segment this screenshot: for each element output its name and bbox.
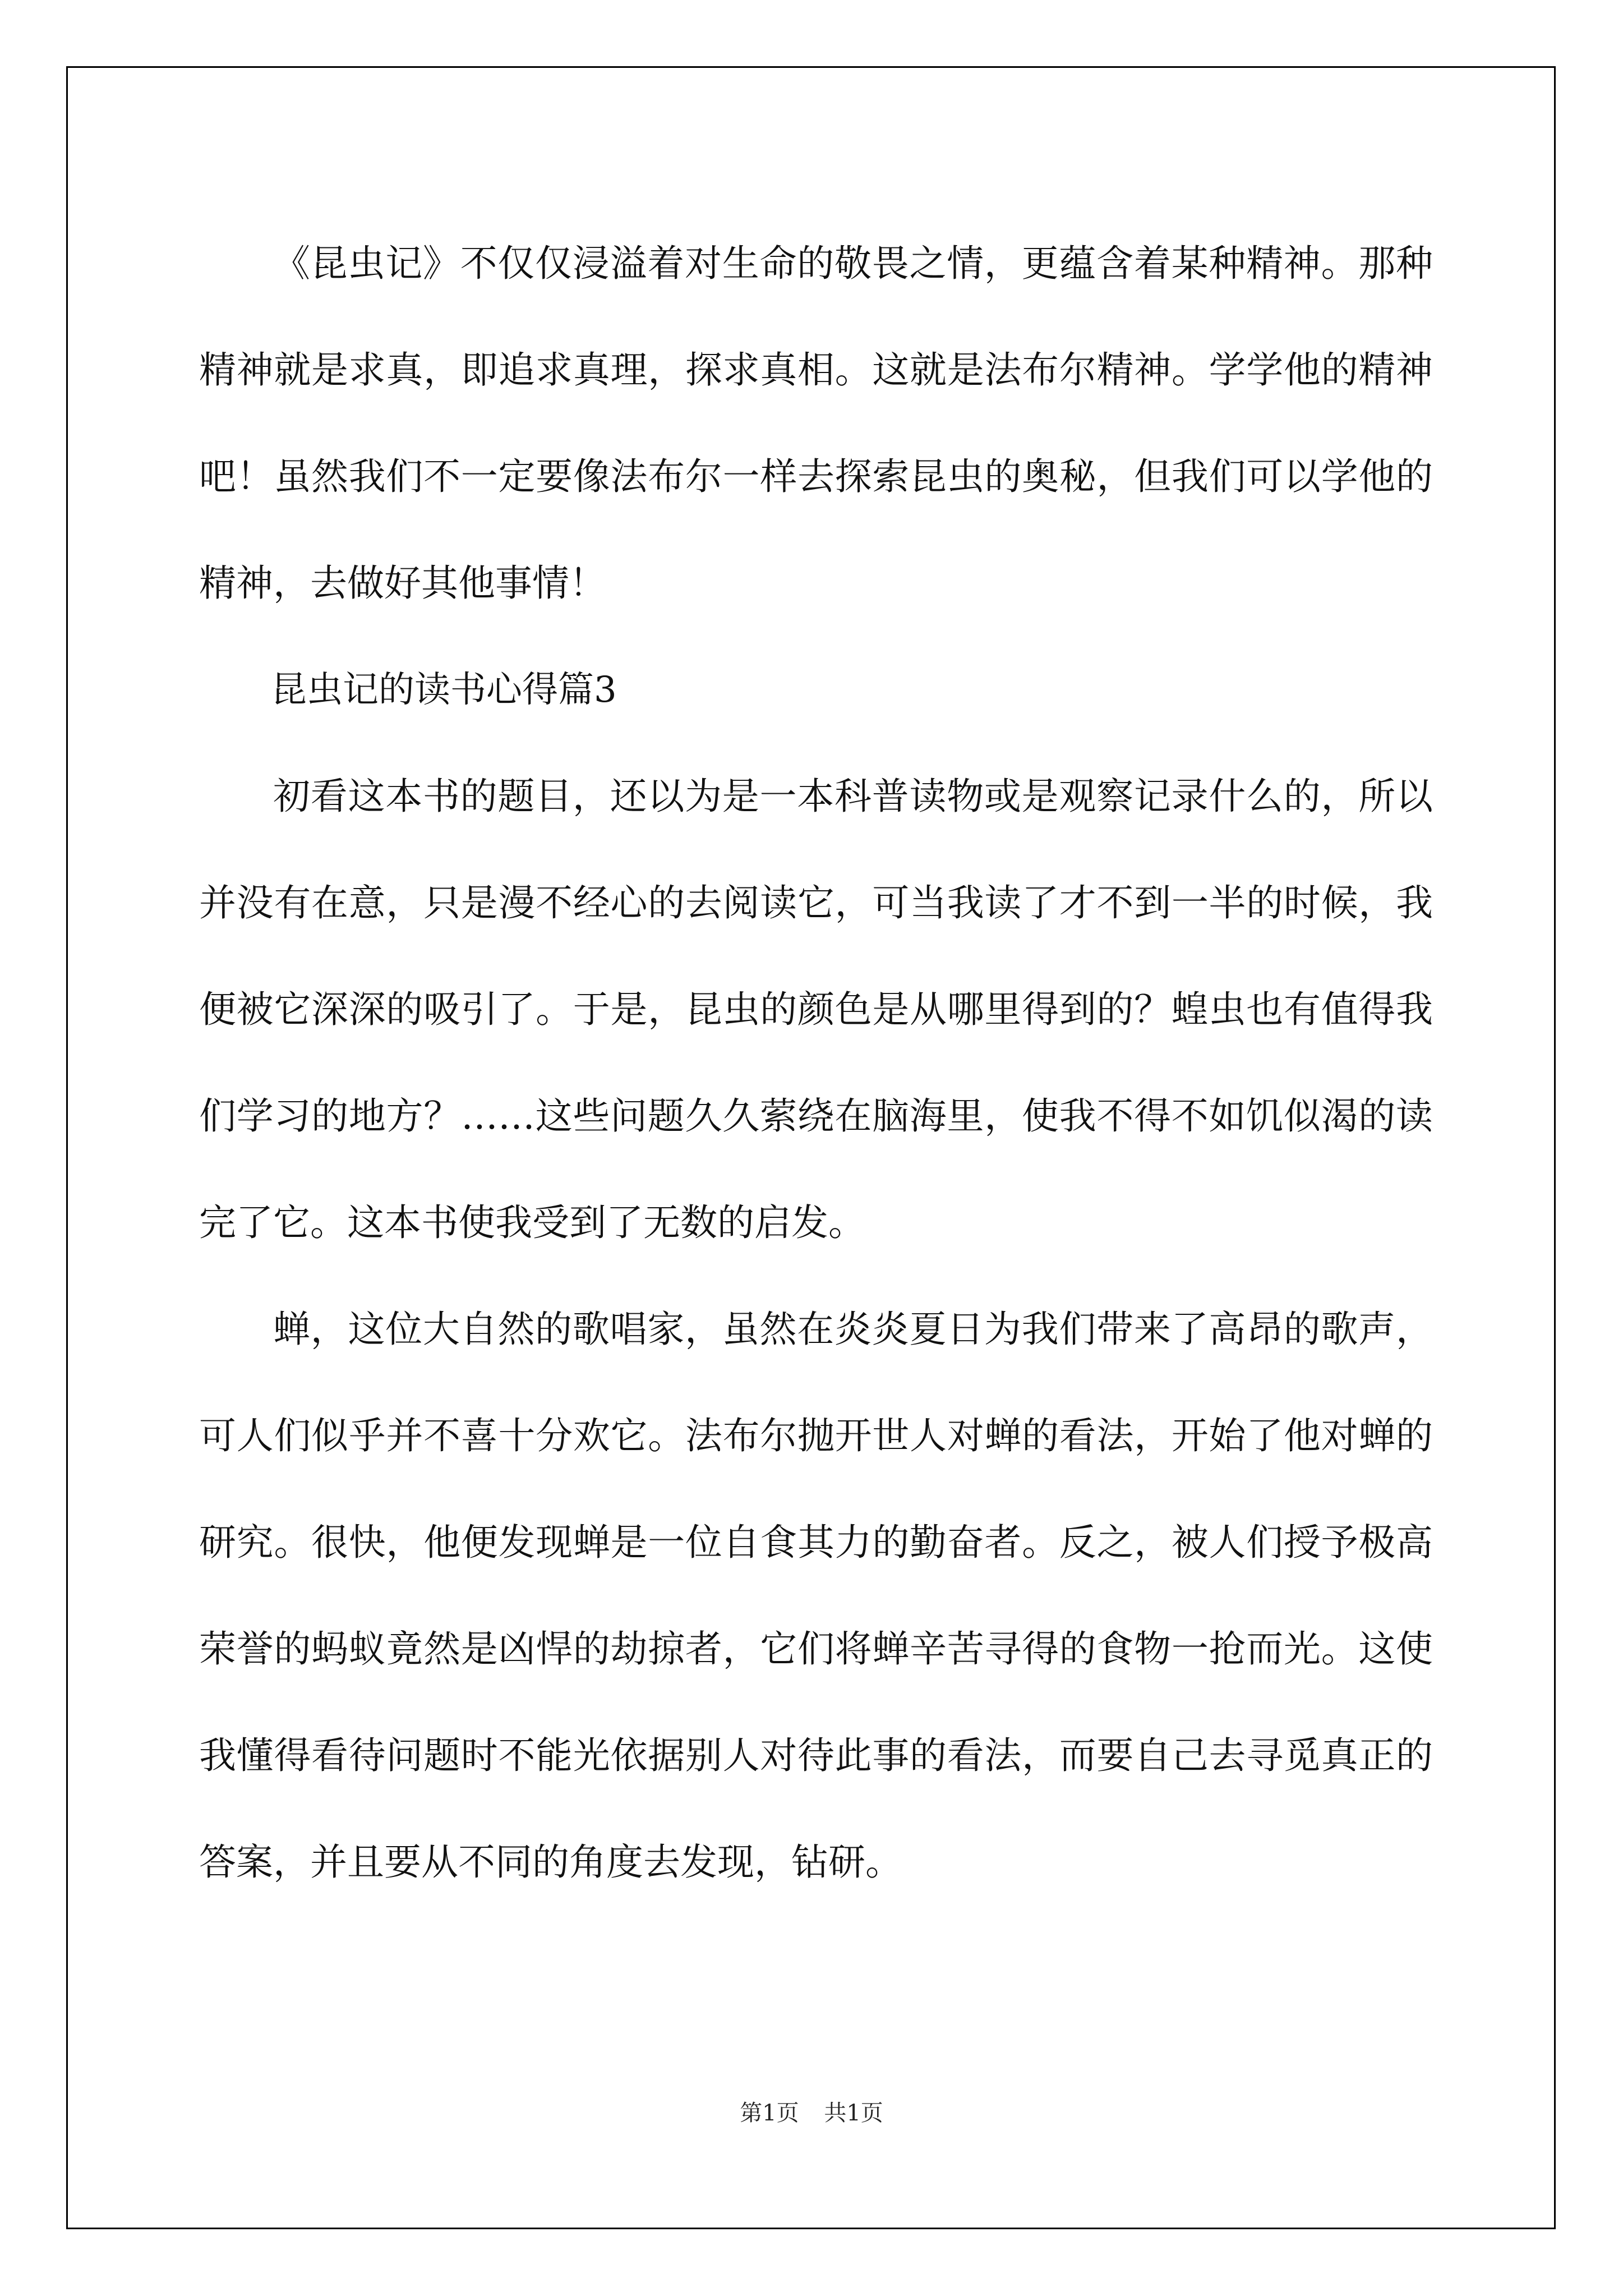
- paragraph-intro: 《昆虫记》不仅仅浸溢着对生命的敬畏之情，更蕴含着某种精神。那种精神就是求真，即追求真理，探求真相。这就是法布尔精神。学学他的精神吧！虽然我们不一定要像法布尔一样去探索昆虫的奥秘，但我们可以学他的精神，去做好其他事情！: [199, 242, 1433, 605]
- page-footer: [0, 2095, 1623, 2127]
- document-body: [199, 210, 1433, 1916]
- paragraph-cicada: 蝉，这位大自然的歌唱家，虽然在炎炎夏日为我们带来了高昂的歌声，可人们似乎并不喜十分欢它。法布尔抛开世人对蝉的看法，开始了他对蝉的研究。很快，他便发现蝉是一位自食其力的勤奋者。反之，被人们授予极高荣誉的蚂蚁竟然是凶悍的劫掠者，它们将蝉辛苦寻得的食物一抢而光。这使我懂得看待问题时不能光依据别人对待此事的看法，而要自己去寻觅真正的答案，并且要从不同的角度去发现，钻研。: [199, 1308, 1433, 1884]
- paragraph-first-impression: 初看这本书的题目，还以为是一本科普读物或是观察记录什么的，所以并没有在意，只是漫不经心的去阅读它，可当我读了才不到一半的时候，我便被它深深的吸引了。于是，昆虫的颜色是从哪里得到的？蝗虫也有值得我们学习的地方？……这些问题久久萦绕在脑海里，使我不得不如饥似渴的读完了它。这本书使我受到了无数的启发。: [199, 775, 1433, 1244]
- section-heading: 昆虫记的读书心得篇3: [271, 669, 617, 711]
- page-total: 共1页: [824, 2100, 883, 2126]
- page-number: 第1页: [740, 2100, 799, 2126]
